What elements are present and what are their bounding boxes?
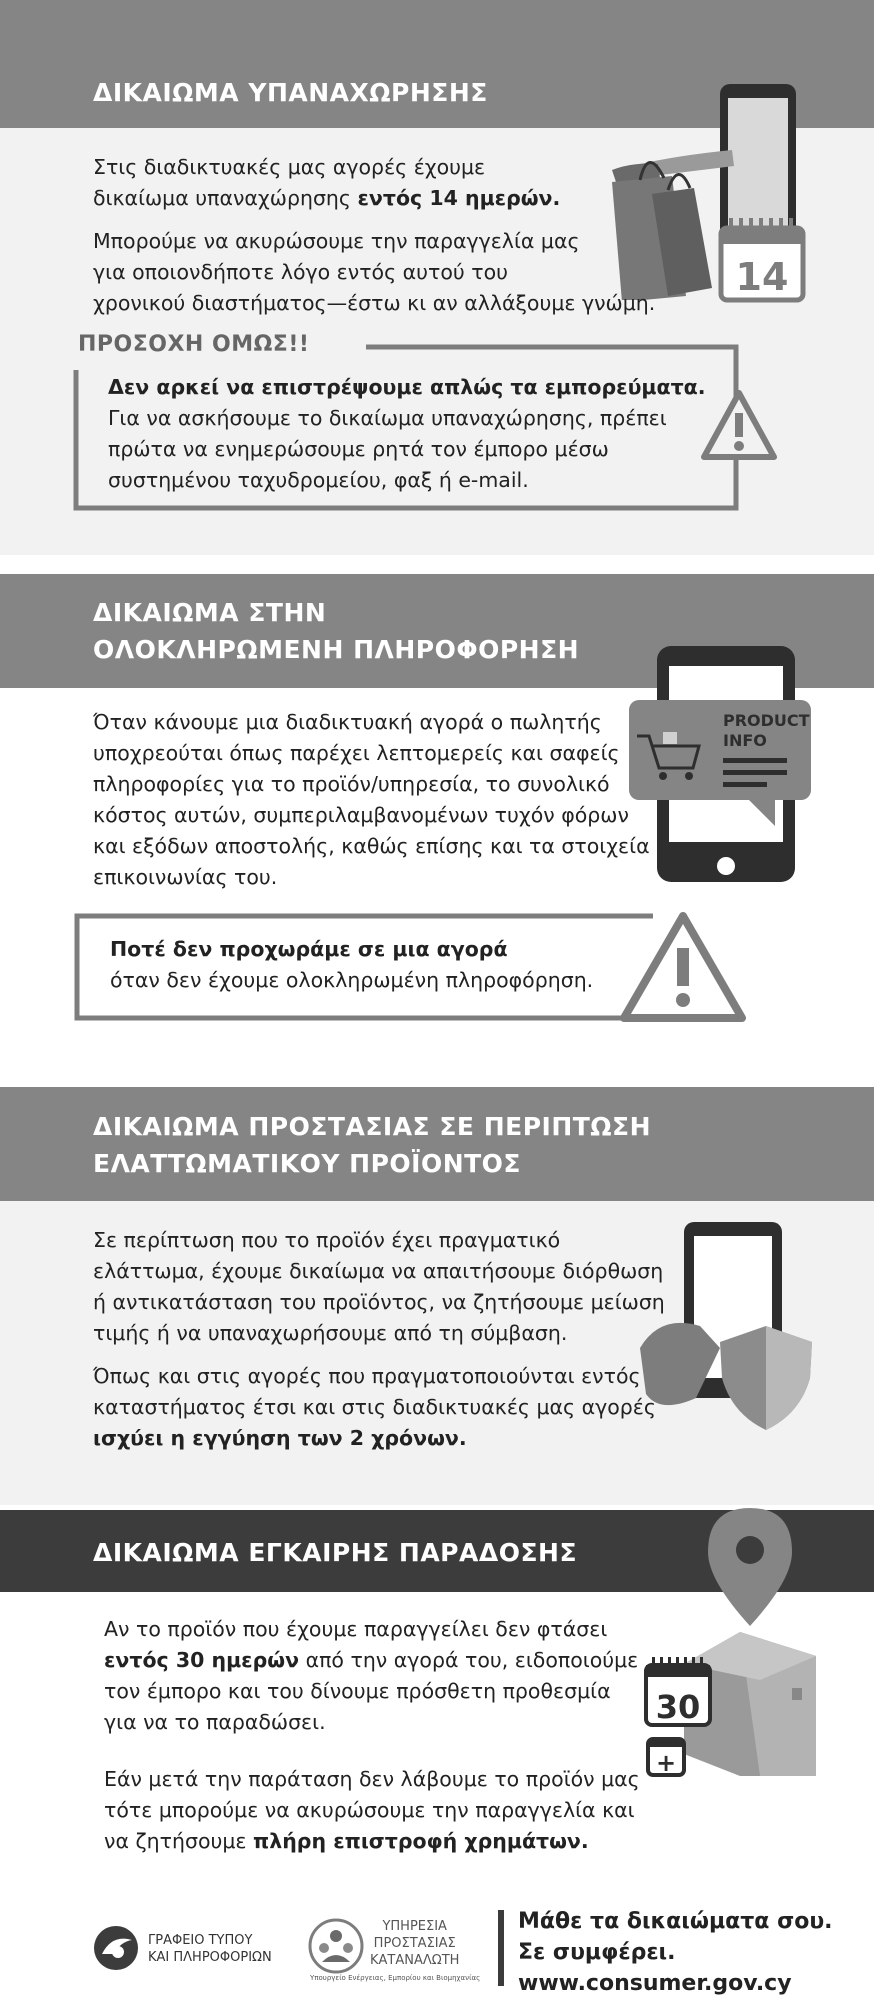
s4-line2-rest: από την αγορά του, ειδοποιούμε: [299, 1648, 639, 1672]
calendar-30-number: 30: [655, 1688, 701, 1726]
s2-line2: υποχρεούται όπως παρέχει λεπτομερείς και σαφείς: [93, 741, 620, 765]
notice-triangle-icon: [618, 908, 748, 1026]
s1-p1-line2: δικαίωμα υπαναχώρησης: [93, 186, 358, 210]
warning-text: [108, 372, 706, 496]
s3-line2: ελάττωμα, έχουμε δικαίωμα να απαιτήσουμε διόρθωση: [93, 1259, 664, 1283]
section-4-text: [104, 1614, 640, 1857]
phone-shield-icon: [640, 1218, 820, 1433]
s3-line1: Σε περίπτωση που το προϊόν έχει πραγματικό: [93, 1228, 561, 1252]
slogan-line2: Σε συμφέρει.: [518, 1940, 676, 1965]
s3-line3: ή αντικατάσταση του προϊόντος, να ζητήσουμε μείωση: [93, 1290, 665, 1314]
section-2-text: [93, 707, 650, 893]
section-2-title: [93, 594, 579, 668]
press-office-logo-icon: [92, 1924, 140, 1972]
warning-title: ΠΡΟΣΟΧΗ ΟΜΩΣ!!: [78, 332, 310, 357]
calendar-14-icon: [717, 214, 807, 304]
s4-line7-a: να ζητήσουμε: [104, 1829, 253, 1853]
section-3-title: [93, 1108, 651, 1182]
s1-p2-line1: Μπορούμε να ακυρώσουμε την παραγγελία μας: [93, 229, 580, 253]
s1-p1-line1: Στις διαδικτυακές μας αγορές έχουμε: [93, 155, 486, 179]
footer-slogan: [518, 1906, 833, 1999]
s3-line5: Όπως και στις αγορές που πραγματοποιούνται εντός: [93, 1364, 641, 1388]
product-info-label-line2: INFO: [723, 731, 767, 750]
consumer-service-logo-icon: [308, 1918, 364, 1974]
s3-line7-bold: ισχύει η εγγύηση των 2 χρόνων.: [93, 1426, 467, 1450]
section-1-title: ΔΙΚΑΙΩΜΑ ΥΠΑΝΑΧΩΡΗΣΗΣ: [93, 78, 488, 107]
s2-line4: κόστος αυτών, συμπεριλαμβανομένων τυχόν φόρων: [93, 803, 629, 827]
s4-line3: τον έμπορο και του δίνουμε πρόσθετη προθεσμία: [104, 1679, 611, 1703]
s2-line6: επικοινωνίας του.: [93, 865, 278, 889]
s1-p1-bold: εντός 14 ημερών.: [357, 186, 561, 210]
s3-line6: καταστήματος έτσι και στις διαδικτυακές μας αγορές: [93, 1395, 656, 1419]
s4-line6: τότε μπορούμε να ακυρώσουμε την παραγγελία και: [104, 1798, 635, 1822]
s2-line5: και εξόδων αποστολής, καθώς επίσης και τα στοιχεία: [93, 834, 650, 858]
calendar-30-icon: [640, 1655, 716, 1781]
consumer-service-line2: ΠΡΟΣΤΑΣΙΑΣ: [373, 1936, 456, 1951]
warning-line2: πρώτα να ενημερώσουμε ρητά τον έμπορο μέσω: [108, 437, 609, 461]
section-1-text: [93, 152, 655, 319]
section-3-title-line2: ΕΛΑΤΤΩΜΑΤΙΚΟΥ ΠΡΟΪΟΝΤΟΣ: [93, 1149, 522, 1178]
notice-bold: Ποτέ δεν προχωράμε σε μια αγορά: [110, 937, 508, 961]
consumer-service-line3: ΚΑΤΑΝΑΛΩΤΗ: [370, 1953, 460, 1968]
slogan-url[interactable]: www.consumer.gov.cy: [518, 1971, 792, 1996]
section-4-title: ΔΙΚΑΙΩΜΑ ΕΓΚΑΙΡΗΣ ΠΑΡΑΔΟΣΗΣ: [93, 1538, 578, 1567]
section-3-title-line1: ΔΙΚΑΙΩΜΑ ΠΡΟΣΤΑΣΙΑΣ ΣΕ ΠΕΡΙΠΤΩΣΗ: [93, 1112, 652, 1141]
s2-line3: πληροφορίες για το προϊόν/υπηρεσία, το συνολικό: [93, 772, 610, 796]
s4-line4: για να το παραδώσει.: [104, 1710, 326, 1734]
calendar-14-number: 14: [735, 255, 789, 299]
press-office-line1: ΓΡΑΦΕΙΟ ΤΥΠΟΥ: [148, 1933, 253, 1948]
slogan-line1: Μάθε τα δικαιώματα σου.: [518, 1909, 833, 1934]
warning-line3: συστημένου ταχυδρομείου, φαξ ή e-mail.: [108, 468, 529, 492]
press-office-line2: ΚΑΙ ΠΛΗΡΟΦΟΡΙΩΝ: [148, 1950, 272, 1965]
s3-line4: τιμής ή να υπαναχωρήσουμε από τη σύμβαση.: [93, 1321, 568, 1345]
notice-line: όταν δεν έχουμε ολοκληρωμένη πληροφόρηση.: [110, 968, 594, 992]
s1-p2-line3: χρονικού διαστήματος—έστω κι αν αλλάξουμε γνώμη.: [93, 291, 656, 315]
press-office-label: [148, 1932, 272, 1966]
section-2-title-line1: ΔΙΚΑΙΩΜΑ ΣΤΗΝ: [93, 598, 327, 627]
s4-line1: Αν το προϊόν που έχουμε παραγγείλει δεν φτάσει: [104, 1617, 608, 1641]
section-2-title-line2: ΟΛΟΚΛΗΡΩΜΕΝΗ ΠΛΗΡΟΦΟΡΗΣΗ: [93, 635, 580, 664]
s4-line7-bold: πλήρη επιστροφή χρημάτων.: [253, 1829, 589, 1853]
s1-p2-line2: για οποιονδήποτε λόγο εντός αυτού του: [93, 260, 509, 284]
warning-bold: Δεν αρκεί να επιστρέψουμε απλώς τα εμπορεύματα.: [108, 375, 706, 399]
warning-line1: Για να ασκήσουμε το δικαίωμα υπαναχώρησης, πρέπει: [108, 406, 667, 430]
s2-line1: Όταν κάνουμε μια διαδικτυακή αγορά ο πωλητής: [93, 710, 602, 734]
s4-line2-bold: εντός 30 ημερών: [104, 1648, 300, 1672]
consumer-service-label: [370, 1918, 459, 1969]
footer-divider: [498, 1910, 504, 1986]
product-info-label-line1: PRODUCT: [723, 711, 810, 730]
section-3-text: [93, 1225, 665, 1454]
consumer-service-line1: ΥΠΗΡΕΣΙΑ: [382, 1919, 447, 1934]
warning-triangle-icon: [698, 387, 780, 463]
calendar-plus: +: [655, 1749, 677, 1777]
s4-line5: Εάν μετά την παράταση δεν λάβουμε το προϊόν μας: [104, 1767, 640, 1791]
notice-text: [110, 934, 593, 996]
consumer-service-ministry: Υπουργείο Ενέργειας, Εμπορίου και Βιομηχανίας: [310, 1974, 481, 1982]
product-info-phone-icon: [625, 646, 815, 886]
